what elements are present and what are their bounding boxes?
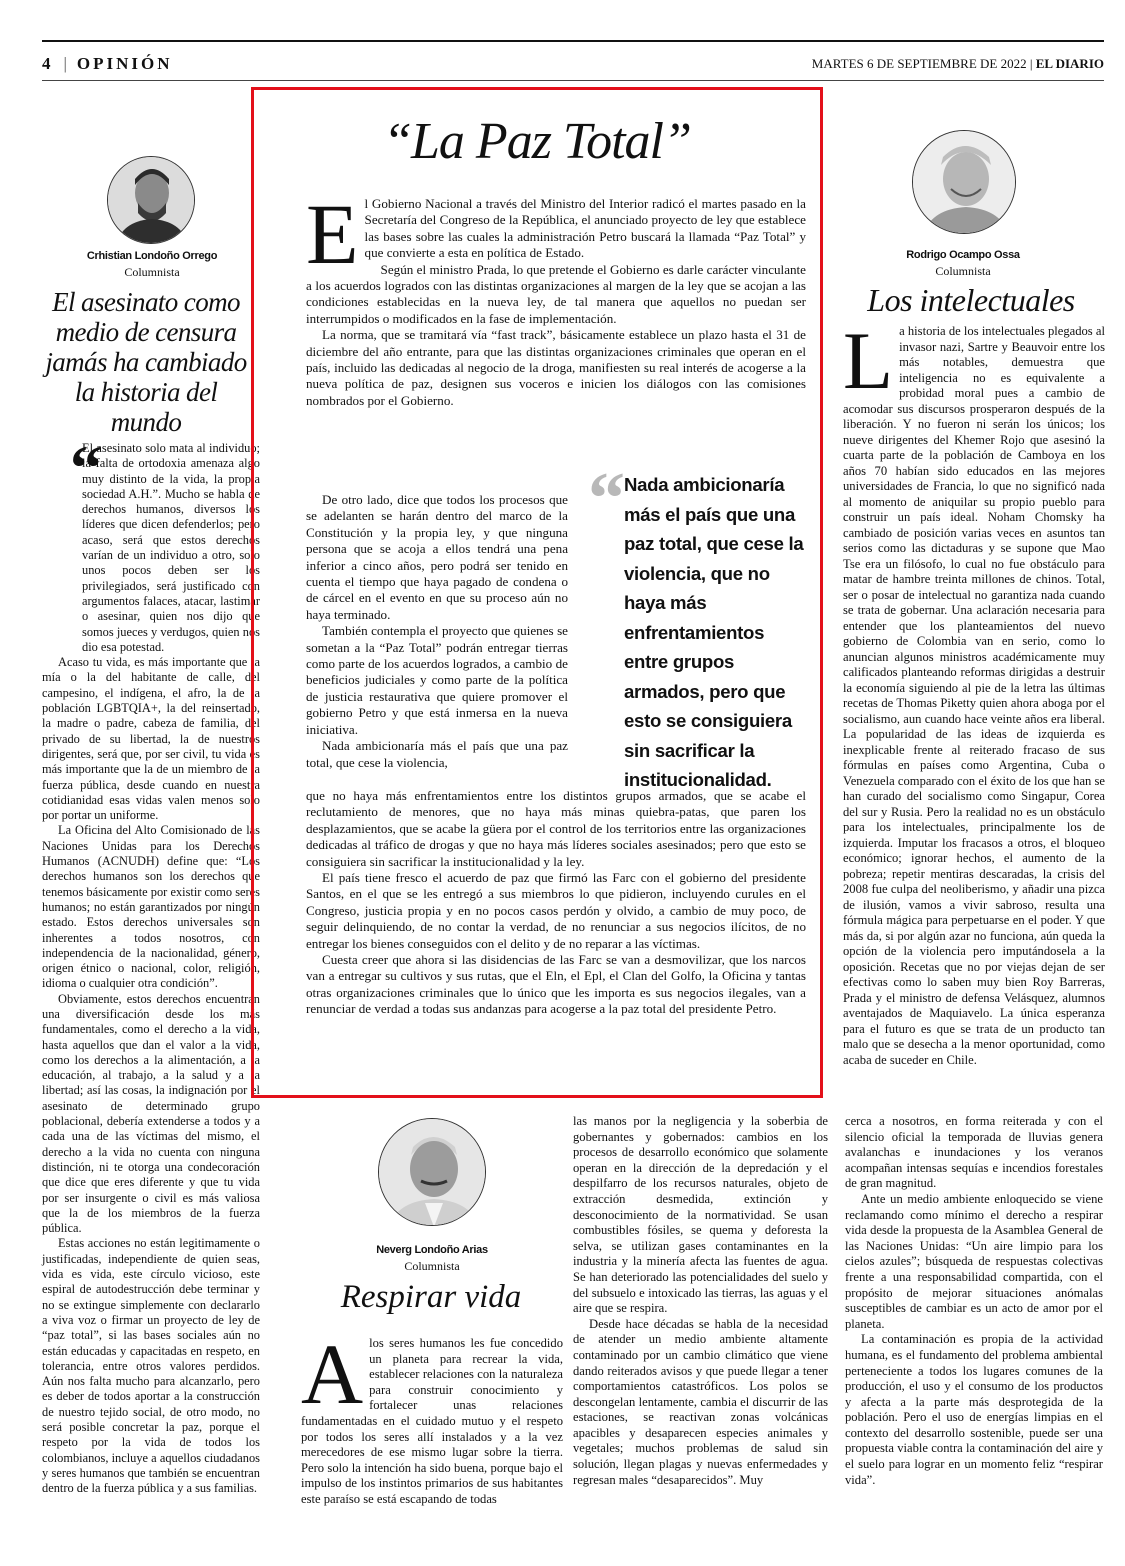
author-photo-left [107,156,195,244]
paragraph: Nada ambicionaría más el país que una paz total, que cese la violencia, [306,738,568,770]
main-article-body-narrow [306,492,568,771]
drop-cap: A [301,1326,364,1422]
main-article-body-bottom [306,788,806,1018]
avatar-icon [108,157,195,244]
paragraph: La Oficina del Alto Comisionado de las Naciones Unidas para los Derechos Humanos (ACNUDH) define que: “Los derechos humanos son los derechos que tenemos básicamente por existir como seres humanos; no están garantizados por ningún estado. Estos derechos universales son inherentes a todos nosotros, con independencia de la nacionalidad, género, origen étnico o nacional, color, religión, idioma o cualquier otra condición”. [42,823,260,991]
column-body-right [843,315,1105,1068]
author-photo-right [912,130,1016,234]
author-name-bottom: Neverg Londoño Arias [376,1244,488,1256]
column-title-bottom: Respirar vida [340,1279,522,1315]
paragraph: que no haya más enfrentamientos entre los distintos grupos armados, que se acabe el reclutamiento de menores, que no haya más minas quiebra-patas, que paren los desplazamientos, que se acabe la güera por el control de los territorios entre las organizaciones dedicadas al tráfico de drogas y que no haya más líderes sociales asesinados; pero que esto se consiguiera sin sacrificar la institucionalidad y la ley. [306,788,806,869]
column-title-right: Los intelectuales [867,282,1075,318]
paragraph: Desde hace décadas se habla de la necesidad de atender un medio ambiente altamente contaminado por un cambio climático que viene dando reiterados avisos y que puede llegar a tener comportamientos catastróficos. Los polos se descongelan lentamente, cambia el discurrir de las estaciones, se reactivan zonas volcánicas apacibles y desaparecen especies animales y vegetales; muchos problemas de salud sin solución, llegan plagas y nuevas enfermedades y regresan males “desaparecidos”. Muy [573,1316,828,1487]
author-photo-bottom [378,1118,486,1226]
paragraph: La norma, que se tramitará vía “fast track”, básicamente establece un plazo hasta el 31 de diciembre del año entrante, para que las distintas organizaciones criminales que operan en el país, incluido las dedicadas al negocio de la droga, manifiesten su real interés de acogerse a la nueva política de paz, designen sus voceros e inicien los diálogos con las comisiones nombrados por el Gobierno. [306,327,806,408]
paragraph: a historia de los intelectuales plegados al invasor nazi, Sartre y Beauvoir entre los más notables, demuestra que inteligencia no es equivalente a probidad moral pues a cambio de acomodar sus discursos prosperaron después de la liberación. Y no fueron ni serán los únicos; los nueve dirigentes del Khemer Rojo que asesinó la cuarta parte de la población de Camboya en los años 70 habían sido educados en las mejores universidades de Francia, lo que no significó nada al momento de aniquilar su propio pueblo para construir un país ideal. Noham Chomsky ha cambiado de posición varias veces en asuntos tan serios como las dictaduras y se supone que Mao Tse era un filósofo, lo cual no fue obstáculo para matar de hambre treinta millones de chinos. Total, ser o posar de intelectual no garantiza nada cuando se trata de gobernar. Una aclaración necesaria para entender que los planteamientos del nuevo gobierno de Colombia van en serio, como lo anuncian algunos ministros académicamente muy calificados planteando reformas dirigidas a destruir la economía siguiendo al pie de la letra las últimas recetas de Thomas Piketty quien ahora aboga por el socialismo, aun cuando hace veinte años era liberal. La popularidad de las ideas de izquierda es inexplicable frente al reiterado fracaso de sus fórmulas en países como Argentina, Cuba o Venezuela comparado con el éxito de los que han se han curado del socialismo como Singapur, Corea del sur y Rusia. Pero la realidad no es un obstáculo para los intelectuales, principalmente los de izquierda. Imputar los fracasos a otros, el bloqueo económico; ignorar hechos, el aumento de la pobreza; repetir mentiras descaradas, la crisis del 2008 fue culpa del neoliberismo, y añadir una pizca de ilusión, vamos a vivir sabroso, resulta una fórmula mágica para perpetuarse en el poder. Y que más da, si por algún azar no funciona, aún queda la opción de la violencia pero imputándosela a la oposición. Recetas que no por viejas dejan de ser efectivas como lo saben muy bien Roy Barreras, Prada y el ministro de defensa Velásquez, alumnos aventajados de Maquiavelo. La única esperanza para el futuro es que se trata de un producto tan malo que se desecha a la menor oportunidad, como acaba de suceder en Chile. [843,324,1105,1067]
main-article-title: “La Paz Total” [383,113,691,170]
drop-cap: L [843,315,894,406]
paragraph: las manos por la negligencia y la soberbia de gobernantes y gobernados: cambios en los procesos de desarrollo económico que solamente operan en la dirección de la depredación y el despilfarro de los recursos naturales, objeto de extracción desmedida, extinción y desconocimiento de la normatividad. Se usan combustibles fósiles, se quema y deforesta la selva, se utilizan gases contaminantes en la industria y la minería afecta las fuentes de agua. Se han deteriorado las potencialidades del suelo y del subsuelo e intoxicado las tierras, las aguas y el aire que se respira. [573,1114,828,1316]
page-header-date: MARTES 6 DE SEPTIEMBRE DE 2022 | EL DIARIO [811,56,1104,71]
column-body-bottom-1 [301,1326,563,1508]
paragraph: Acaso tu vida, es más importante que la mía o la del habitante de calle, del campesino, el indígena, el afro, la de la población LGBTQIA+, la del reinsertado, la madre o padre, cabeza de familia, del privado de su libertad, la de nuestros dirigentes, será que, por ser civil, tu vida es más importante que la de un miembro de la fuerza pública, desde cuando en nuestra cotidianidad esas vidas valen menos solo por portar un uniforme. [42,655,260,823]
page-header-section [42,54,173,74]
author-role-right: Columnista [935,264,991,278]
paragraph: El país tiene fresco el acuerdo de paz que firmó las Farc con el gobierno del presidente Santos, en el que se les entregó a sus miembros lo que pidieron, incluyendo curules en el Congreso, justicia propia y en no pocos casos perdón y olvido, a cambio de muy poco, de seguir delinquiendo, de no contar la verdad, de no renunciar a sus negocios ilícitos, de no entregar los bienes conseguidos con el delito y de no reparar a las víctimas. [306,870,806,951]
newspaper-name: EL DIARIO [1035,56,1104,71]
paragraph: El asesinato solo mata al individuo; la falta de ortodoxia amenaza algo muy distinto de la vida, la propia sociedad A.H.”. Mucho se habla de derechos humanos, diversos los líderes que dicen defenderlos; pero acaso, será que estos derechos varían de un individuo a otro, solo unos pocos deben ser los privilegiados, será justificado con argumentos falaces, atacar, lastimar o asesinar, quien nos dijo que somos jueces y verdugos, quien nos dio esa potestad. [82,441,260,654]
column-body-bottom-3 [845,1114,1103,1488]
column-title-left: El asesinato como medio de censura jamás ha cambiado la historia del mundo [45,287,247,437]
author-role-left: Columnista [124,265,180,279]
paragraph: La contaminación es propia de la actividad humana, es el fundamento del problema ambiental perteneciente a todos los lugares comunes de la producción, el uso y el consumo de los productos y afecta a la parte más desprotegida de la población. Pero el uso de energías limpias en el contexto del desarrollo sostenible, puede ser una propuesta viable contra la contaminación del aire y el suelo para lograr en un momento feliz “respirar vida”. [845,1332,1103,1487]
column-body-bottom-2 [573,1114,828,1488]
paragraph: Según el ministro Prada, lo que pretende el Gobierno es darle carácter vinculante a los acuerdos logrados con las distintas organizaciones al margen de la ley que se acojan a las condiciones establecidas en la nueva ley, de tal manera que aquellos no puedan ser interrumpidos o modificados en la fase de implementación. [306,261,806,326]
paragraph: También contempla el proyecto que quienes se sometan a la “Paz Total” podrán entregar tierras como parte de los acuerdos logrados, a cambio de beneficios judiciales y como parte de la política de justicia restaurativa que quiere promover el gobierno Petro y que está inmersa en la nueva iniciativa. [306,623,568,737]
drop-cap: E [306,186,359,282]
author-role-bottom: Columnista [404,1259,460,1273]
page-number: 4 [42,54,54,73]
column-body-left [42,441,260,1496]
main-article-body-top [306,186,806,409]
header-top-rule [42,40,1104,42]
pullquote-mark-icon: “ [588,458,625,540]
avatar-icon [379,1119,486,1226]
avatar-icon [913,131,1016,234]
header-separator: | [63,54,67,73]
paragraph: De otro lado, dice que todos los procesos que se adelanten se harán dentro del marco de la Constitución y la propia ley, y que ninguna persona que se acoja a ellos tendrá una pena inferior a cinco años, pero podrá ser tenido en cuenta el tiempo que haya pagado de condena o de cárcel en el evento en que su proceso aún no haya terminado. [306,492,568,622]
author-name-left: Crhistian Londoño Orrego [86,250,218,262]
section-name: OPINIÓN [76,54,173,73]
quote-mark-icon: “ [70,432,102,503]
issue-date: MARTES 6 DE SEPTIEMBRE DE 2022 [811,56,1027,71]
paragraph: Estas acciones no están legitimamente o justificadas, independiente de quien seas, vida es vida, este círculo vicioso, este espiral de autodestrucción debe terminar y no se extingue simplemente con declararlo a viva voz o firmar un proyecto de ley de “paz total”, si las bases sociales aún no están educadas y capacitadas en respeto, en tolerancia, entre otros valores perdidos. Aún nos falta mucho para alcanzarlo, pero es deber de todos aportar a la construcción de nuestro tejido social, de otro modo, no será posible concretar la paz, porque el respeto por la vida de todos los colombianos, incluye a aquellos ciudadanos y seres humanos que también se encuentran dentro de la fuerza pública y a sus familias. [42,1236,260,1496]
paragraph: Obviamente, estos derechos encuentran una diversificación desde los más fundamentales, como el derecho a la vida, hasta aquellos que dan el valor a la vida, como los derechos a la alimentación, a la educación, al trabajo, a la salud y a la libertad; así las cosas, la indignación por el asesinato de determinado grupo poblacional, debería extenderse a todos y a cada una de las víctimas del mismo, el derecho a la vida no cuenta con ninguna distinción, ni te otorga una condecoración que dice que eres diferente y que tu vida por ser insurgente o civil es más valiosa que la de los miembros de la fuerza pública. [42,991,260,1236]
pullquote-text: Nada ambicionaría más el país que una paz total, que cese la violencia, que no haya más enfrentamientos entre grupos armados, pero que esto se consiguiera sin sacrificar la institucionalidad. [624,474,804,790]
paragraph: Cuesta creer que ahora si las disidencias de las Farc se van a desmovilizar, que los narcos van a entregar su cultivos y sus rutas, que el Eln, el Epl, el Clan del Golfo, la Oficina y tantas otras organizaciones criminales que lo único que les importa es sus negocios ilegales, van a renunciar de verdad a todas sus andanzas para acogerse a la paz total del presidente Petro. [306,952,806,1017]
paragraph: los seres humanos les fue concedido un planeta para recrear la vida, establecer relaciones con la naturaleza para construir conocimiento y fortalecer unas relaciones fundamentadas en el cuidado mutuo y el respeto por todos los seres allí instalados y a la vez merecedores de ese mismo lugar sobre la tierra. Pero solo la intención ha sido buena, porque bajo el impulso de los instintos primarios de sus habitantes este paraíso se está escapando de todas [301,1336,563,1506]
author-name-right: Rodrigo Ocampo Ossa [906,249,1020,261]
header-bottom-rule [42,80,1104,81]
paragraph: Ante un medio ambiente enloquecido se viene reclamando como mínimo el derecho a respirar vida desde la propuesta de la Asamblea General de las Naciones Unidas: “Un aire limpio para los cielos azules”; búsqueda de respuestas colectivas frente a una responsabilidad compartida, con el propósito de mejorar situaciones anómalas susceptibles de cambiar es un acto de amor por el planeta. [845,1191,1103,1331]
paragraph: cerca a nosotros, en forma reiterada y con el silencio oficial la temporada de lluvias genera avalanchas e inundaciones y los veranos acompañan intensas sequías e incendios forestales de gran magnitud. [845,1114,1103,1191]
pullquote [592,470,810,795]
paragraph: l Gobierno Nacional a través del Ministro del Interior radicó el martes pasado en la Secretaría del Congreso de la República, el anunciado proyecto de ley que establece las bases sobre las cuales la administración Petro buscará la llamada “Paz Total” y que convierte a esta en política de Estado. [364,196,806,261]
